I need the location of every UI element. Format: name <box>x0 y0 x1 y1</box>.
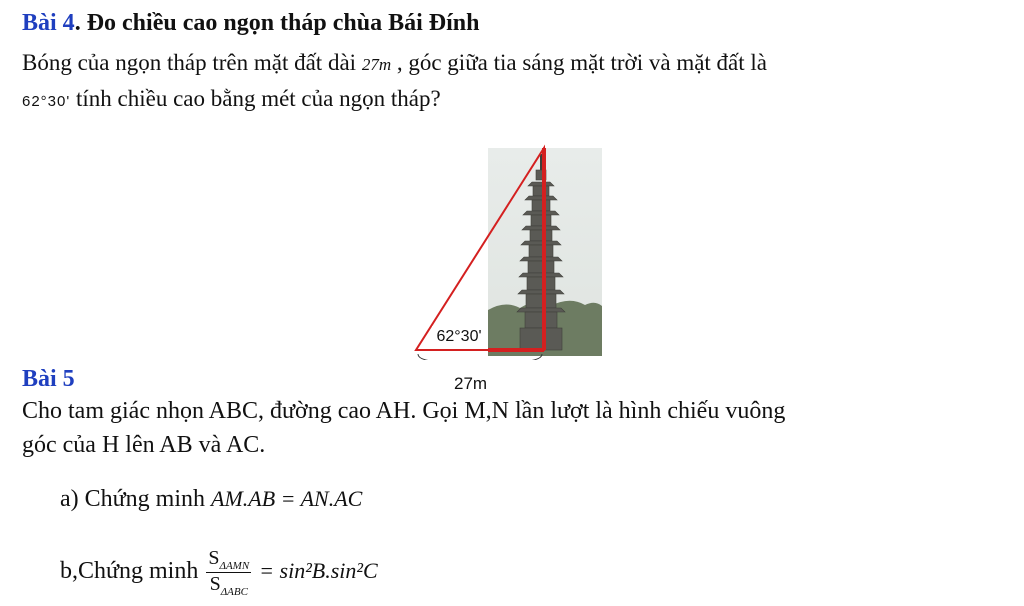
part-b <box>60 547 378 598</box>
problem4-heading <box>22 10 479 37</box>
part-a <box>60 486 362 513</box>
frac-denominator: S <box>209 573 221 595</box>
angle-label: 62°30' <box>432 326 486 348</box>
problem4-number: Bài 4 <box>22 10 75 36</box>
problem4-line1-a: Bóng của ngọn tháp trên mặt đất dài <box>22 50 362 75</box>
frac-numerator: S <box>208 547 220 569</box>
length-label: 27m <box>454 374 488 393</box>
problem5-line1: Cho tam giác nhọn ABC, đường cao AH. Gọi M,N lần lượt là hình chiếu vuông <box>22 398 786 424</box>
area-ratio-fraction <box>206 547 251 598</box>
problem4-line2 <box>22 86 441 112</box>
problem4-line1 <box>22 50 767 76</box>
frac-numerator-sub: ΔAMN <box>219 560 250 572</box>
problem5-line2: góc của H lên AB và AC. <box>22 432 266 458</box>
frac-denominator-sub: ΔABC <box>220 586 248 598</box>
problem4-line1-b: , góc giữa tia sáng mặt trời và mặt đất là <box>391 50 767 75</box>
part-a-equation: AM.AB = AN.AC <box>211 486 363 511</box>
part-b-rhs: = sin²B.sin²C <box>259 558 378 584</box>
shadow-length: 27m <box>361 55 392 74</box>
part-a-label: a) Chứng minh <box>60 486 211 512</box>
problem4-line2-b: tính chiều cao bằng mét của ngọn tháp? <box>70 86 441 111</box>
angle-value: 62°30' <box>22 93 71 110</box>
problem4-title: . Đo chiều cao ngọn tháp chùa Bái Đính <box>74 10 480 36</box>
problem5-number: Bài 5 <box>22 366 75 392</box>
part-b-label: b,Chứng minh <box>60 558 205 585</box>
